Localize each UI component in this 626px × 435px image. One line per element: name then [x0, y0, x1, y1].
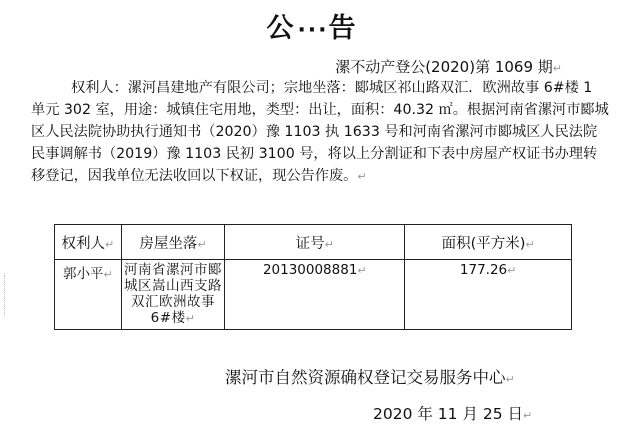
header-address: 房屋坐落↵ [121, 225, 225, 260]
paragraph-mark-icon: ↵ [505, 373, 515, 386]
title-dots: ··· [297, 18, 329, 43]
table-header-row [55, 225, 572, 260]
header-area: 面积(平方米)↵ [405, 225, 572, 260]
cell-owner: 郭小平↵ [55, 260, 122, 330]
margin-marker [4, 275, 6, 315]
title-char-left: 公 [266, 13, 298, 44]
paragraph-mark-icon: ↵ [552, 62, 562, 75]
certificate-table [54, 224, 572, 330]
issue-number-line [335, 56, 562, 77]
title-char-right: 告 [328, 13, 360, 44]
notice-paragraph-text: 权利人：漯河昌建地产有限公司；宗地坐落：郾城区祁山路双汇．欧洲故事 6#楼 1 单元 302 室，用途：城镇住宅用地，类型：出让，面积：40.32 ㎡。根据河南省漯河市郾城区人民法院协助执行通知书（2020）豫 1103 执 1633 号和河南省漯河市郾城区人民法院民事调解书（2019）豫 1103 民初 3100 号，将以上分割证和下表中房屋产权证书办理转移登记，因我单位无法收回以下权证，现公告作废。 [31, 80, 609, 184]
notice-title [0, 6, 626, 45]
notice-paragraph [31, 77, 609, 188]
cell-area: 177.26↵ [405, 260, 572, 330]
paragraph-mark-icon: ↵ [523, 409, 533, 422]
table-row [55, 260, 572, 330]
paragraph-mark-icon: ↵ [357, 170, 367, 183]
header-owner: 权利人↵ [55, 225, 122, 260]
cell-cert-no: 20130008881↵ [225, 260, 405, 330]
header-cert-no: 证号↵ [225, 225, 405, 260]
issue-number: 漯不动产登公(2020)第 1069 期 [335, 58, 553, 76]
cell-address: 河南省漯河市郾城区嵩山西支路双汇欧洲故事 6#楼↵ [121, 260, 225, 330]
issuing-agency: 漯河市自然资源确权登记交易服务中心↵ [225, 368, 515, 387]
notice-date: 2020 年 11 月 25 日↵ [373, 405, 533, 423]
